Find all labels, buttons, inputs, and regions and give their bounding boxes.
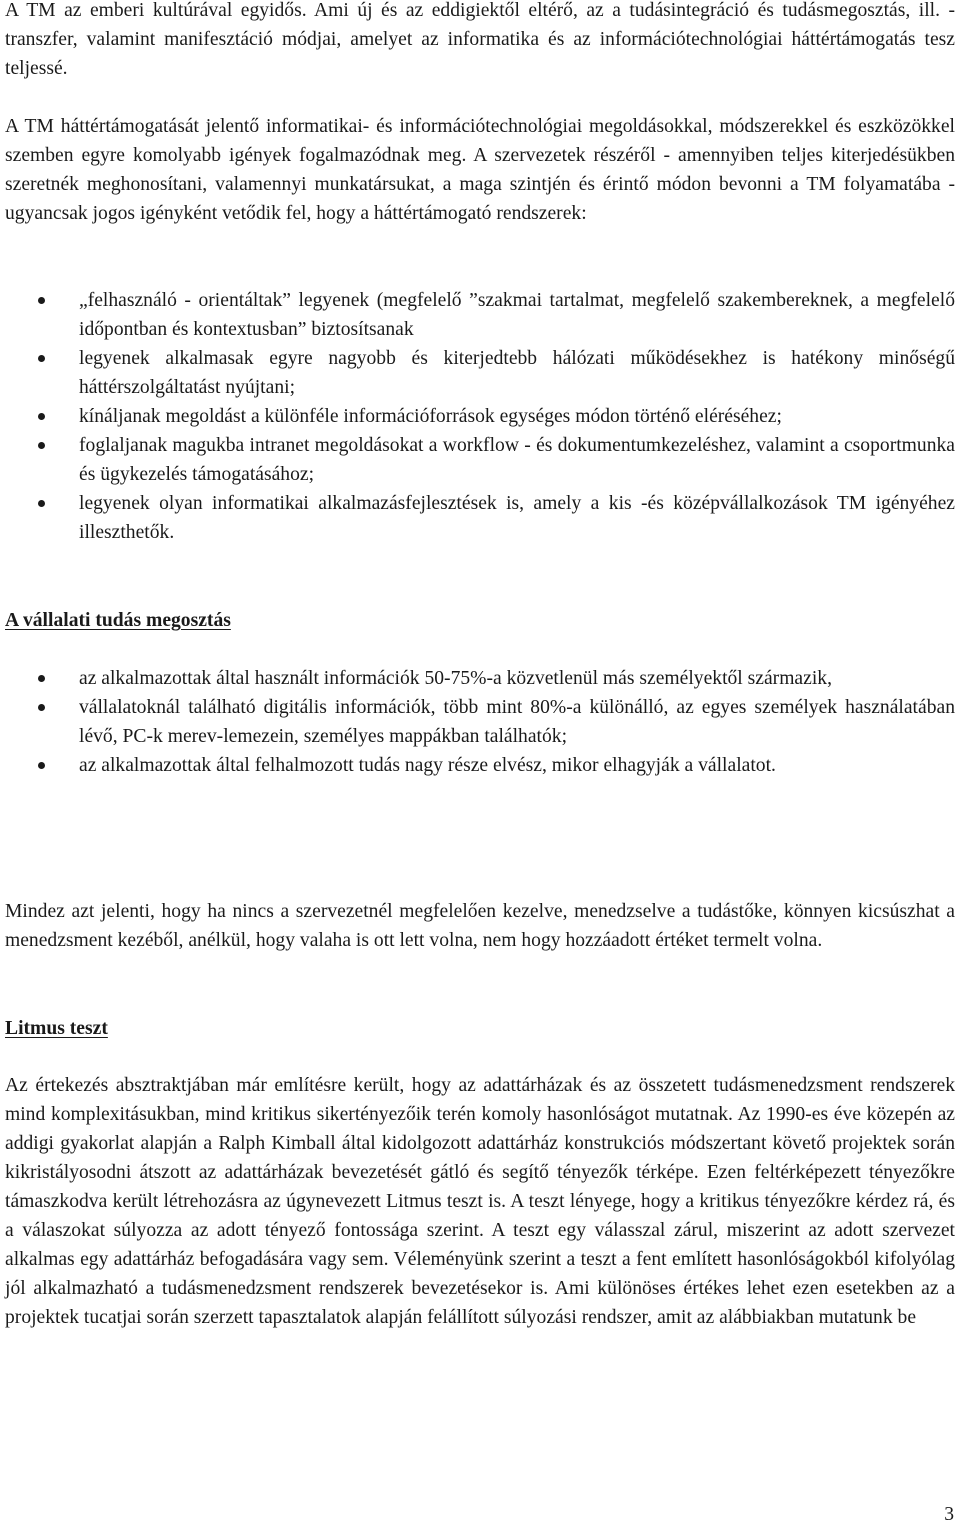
list-item: az alkalmazottak által használt információk 50-75%-a közvetlenül más személyektől származik, (0, 664, 955, 693)
section-heading-knowledge-sharing: A vállalati tudás megosztás (5, 610, 231, 631)
intro-paragraph: A TM az emberi kultúrával egyidős. Ami új és az eddigiektől eltérő, az a tudásintegráció és tudásmegosztás, ill. - transzfer, valamint manifesztáció módjai, amelyet az informatika és az információtechnológiai háttértámogatás tesz teljessé. (5, 0, 955, 79)
list-item: foglaljanak magukba intranet megoldásokat a workflow - és dokumentumkezeléshez, valamint a csoportmunka és ügykezelés támogatásához; (0, 431, 955, 489)
list-item: kínáljanak megoldást a különféle információforrások egységes módon történő eléréséhez; (0, 402, 955, 431)
bullet-icon (38, 704, 45, 711)
list-item: az alkalmazottak által felhalmozott tudás nagy része elvész, mikor elhagyják a vállalatot. (0, 751, 955, 780)
bullet-icon (38, 297, 45, 304)
litmus-paragraph: Az értekezés absztraktjában már említésre került, hogy az adattárházak és az összetett tudásmenedzsment rendszerek mind komplexitásukban, mind kritikus sikertényezőik terén komoly hasonlóságot mutatnak. Az 1990-es éve közepén az addigi gyakorlat alapján a Ralph Kimball által kidolgozott adattárház konstrukciós módszertant követő projektek során kikristályosodni átszott az adattárházak bevezetését gátló és segítő tényezők térképe. Ezen feltérképezett tényezőkre támaszkodva került létrehozásra az úgynevezett Litmus teszt is. A teszt lényege, hogy a kritikus tényezőkre kérdez rá, és a válaszokat súlyozza az adott tényező fontossága szerint. A teszt egy válasszal zárul, miszerint az adott szervezet alkalmas egy adattárház befogadására vagy sem. Véleményünk szerint a teszt a fent említett hasonlóságokból kifolyólag jól alkalmazható a tudásmenedzsment rendszerek bevezetésekor is. Ami különöses értékes lehet ezen esetekben az a projektek tucatjai során szerzett tapasztalatok alapján felállított súlyozási rendszer, amit az alábbiakban mutatunk be (5, 1075, 955, 1328)
conclusion-paragraph: Mindez azt jelenti, hogy ha nincs a szervezetnél megfelelően kezelve, menedzselve a tudástőke, könnyen kicsúszhat a menedzsment kezéből, anélkül, hogy valaha is ott lett volna, nem hogy hozzáadott értéket termelt volna. (5, 901, 955, 951)
bullet-icon (38, 413, 45, 420)
requirements-paragraph: A TM háttértámogatását jelentő informatikai- és információtechnológiai megoldásokkal, módszerekkel és eszközökkel szemben egyre komolyabb igények fogalmazódnak meg. A szervezetek részéről - amennyiben teljes kiterjedésükben szeretnék meghonosítani, valamennyi munkatársukat, a maga szintjén és érintő módon bevonni a TM folyamatába - ugyancsak jogos igényként vetődik fel, hogy a háttértámogató rendszerek: (5, 116, 955, 224)
section-heading-litmus: Litmus teszt (5, 1018, 108, 1039)
bullet-icon (38, 442, 45, 449)
bullet-icon (38, 675, 45, 682)
list-item: legyenek alkalmasak egyre nagyobb és kiterjedtebb hálózati működésekhez is hatékony minőségű háttérszolgáltatást nyújtani; (0, 344, 955, 402)
bullet-icon (38, 355, 45, 362)
page-number: 3 (944, 1504, 954, 1525)
list-item: vállalatoknál található digitális információk, több mint 80%-a különálló, az egyes személyek használatában lévő, PC-k merev-lemezein, személyes mappákban találhatók; (0, 693, 955, 751)
bullet-icon (38, 762, 45, 769)
knowledge-sharing-list (0, 664, 960, 780)
bullet-icon (38, 500, 45, 507)
list-item: „felhasználó - orientáltak” legyenek (megfelelő ”szakmai tartalmat, megfelelő szakembereknek, a megfelelő időpontban és kontextusban” biztosítsanak (0, 286, 955, 344)
list-item: legyenek olyan informatikai alkalmazásfejlesztések is, amely a kis -és középvállalkozások TM igényéhez illeszthetők. (0, 489, 955, 547)
requirements-list (0, 286, 960, 547)
